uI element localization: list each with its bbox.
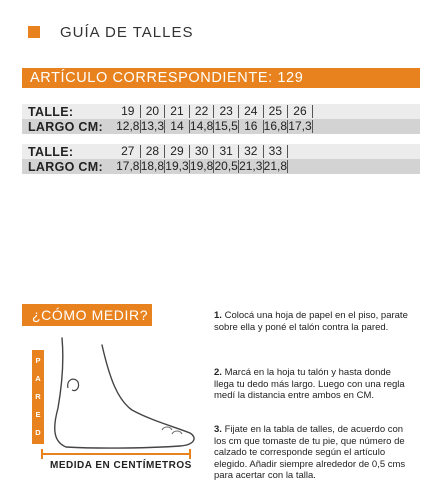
largo-row [22,159,420,174]
talle-cell: 33 [264,145,289,158]
talle-cell: 32 [239,145,264,158]
largo-cell: 20,5 [214,159,238,173]
step-number: 1. [214,310,222,321]
page-title: GUÍA DE TALLES [60,23,194,41]
largo-cell: 17,8 [116,159,140,173]
talle-cells [116,145,288,158]
largo-cell: 18,8 [140,159,165,173]
largo-cell: 17,3 [288,119,312,133]
largo-cells [116,120,313,133]
largo-cell: 19,3 [165,159,189,173]
step-text: Fijate en la tabla de talles, de acuerdo con los cm que tomaste de tu pie, que número de calzado te corresponde según el artículo elegido. Añadir siempre alrededor de 0,5 cms para acertar con la talla. [214,424,406,481]
talle-cell: 23 [214,105,239,118]
largo-cell: 14 [165,120,190,133]
talle-cell: 26 [288,105,313,118]
talle-label: TALLE: [28,104,74,119]
talle-cell: 21 [165,105,190,118]
step-text: Colocá una hoja de papel en el piso, parate sobre ella y poné el talón contra la pared. [214,310,408,333]
largo-cell: 16,8 [263,119,288,133]
pared-letter: E [35,410,41,419]
page-header [28,24,194,40]
talle-cell: 20 [141,105,166,118]
article-banner: ARTÍCULO CORRESPONDIENTE: 129 [22,68,420,88]
size-table-2 [22,144,420,174]
talle-label: TALLE: [28,144,74,159]
foot-illustration [22,330,212,485]
step-number: 3. [214,424,222,435]
talle-cell: 30 [190,145,215,158]
header-square-icon [28,26,40,38]
talle-row [22,104,420,119]
largo-cell: 15,5 [214,119,238,133]
talle-cell: 27 [116,145,141,158]
largo-cell: 14,8 [189,119,214,133]
talle-cell: 24 [239,105,264,118]
pared-letter: D [35,428,41,437]
como-medir-banner: ¿CÓMO MEDIR? [22,304,152,326]
largo-cell: 12,8 [116,119,140,133]
pared-letter: R [35,392,41,401]
medida-label: MEDIDA EN CENTÍMETROS [50,460,192,471]
talle-cell: 29 [165,145,190,158]
largo-row [22,119,420,134]
largo-label: LARGO CM: [28,119,103,134]
talle-cells [116,105,313,118]
talle-cell: 19 [116,105,141,118]
talle-cell: 31 [214,145,239,158]
largo-cell: 21,8 [263,159,288,173]
talle-cell: 25 [264,105,289,118]
largo-cell: 21,3 [239,159,263,173]
step-number: 2. [214,367,222,378]
foot-outline-icon [55,338,194,448]
size-table-1 [22,104,420,134]
talle-cell: 22 [190,105,215,118]
step-1 [214,310,410,333]
pared-letter: P [35,356,41,365]
pared-letter: A [35,374,41,383]
step-2 [214,367,410,402]
largo-label: LARGO CM: [28,159,103,174]
step-text: Marcá en la hoja tu talón y hasta donde llega tu dedo más largo. Luego con una regla medí la distancia entre ambos en CM. [214,367,405,401]
talle-cell: 28 [141,145,166,158]
largo-cells [116,160,288,173]
largo-cell: 13,3 [140,119,165,133]
foot-drawing [22,330,212,460]
largo-cell: 16 [239,120,264,133]
largo-cell: 19,8 [189,159,214,173]
step-3 [214,424,410,482]
talle-row [22,144,420,159]
